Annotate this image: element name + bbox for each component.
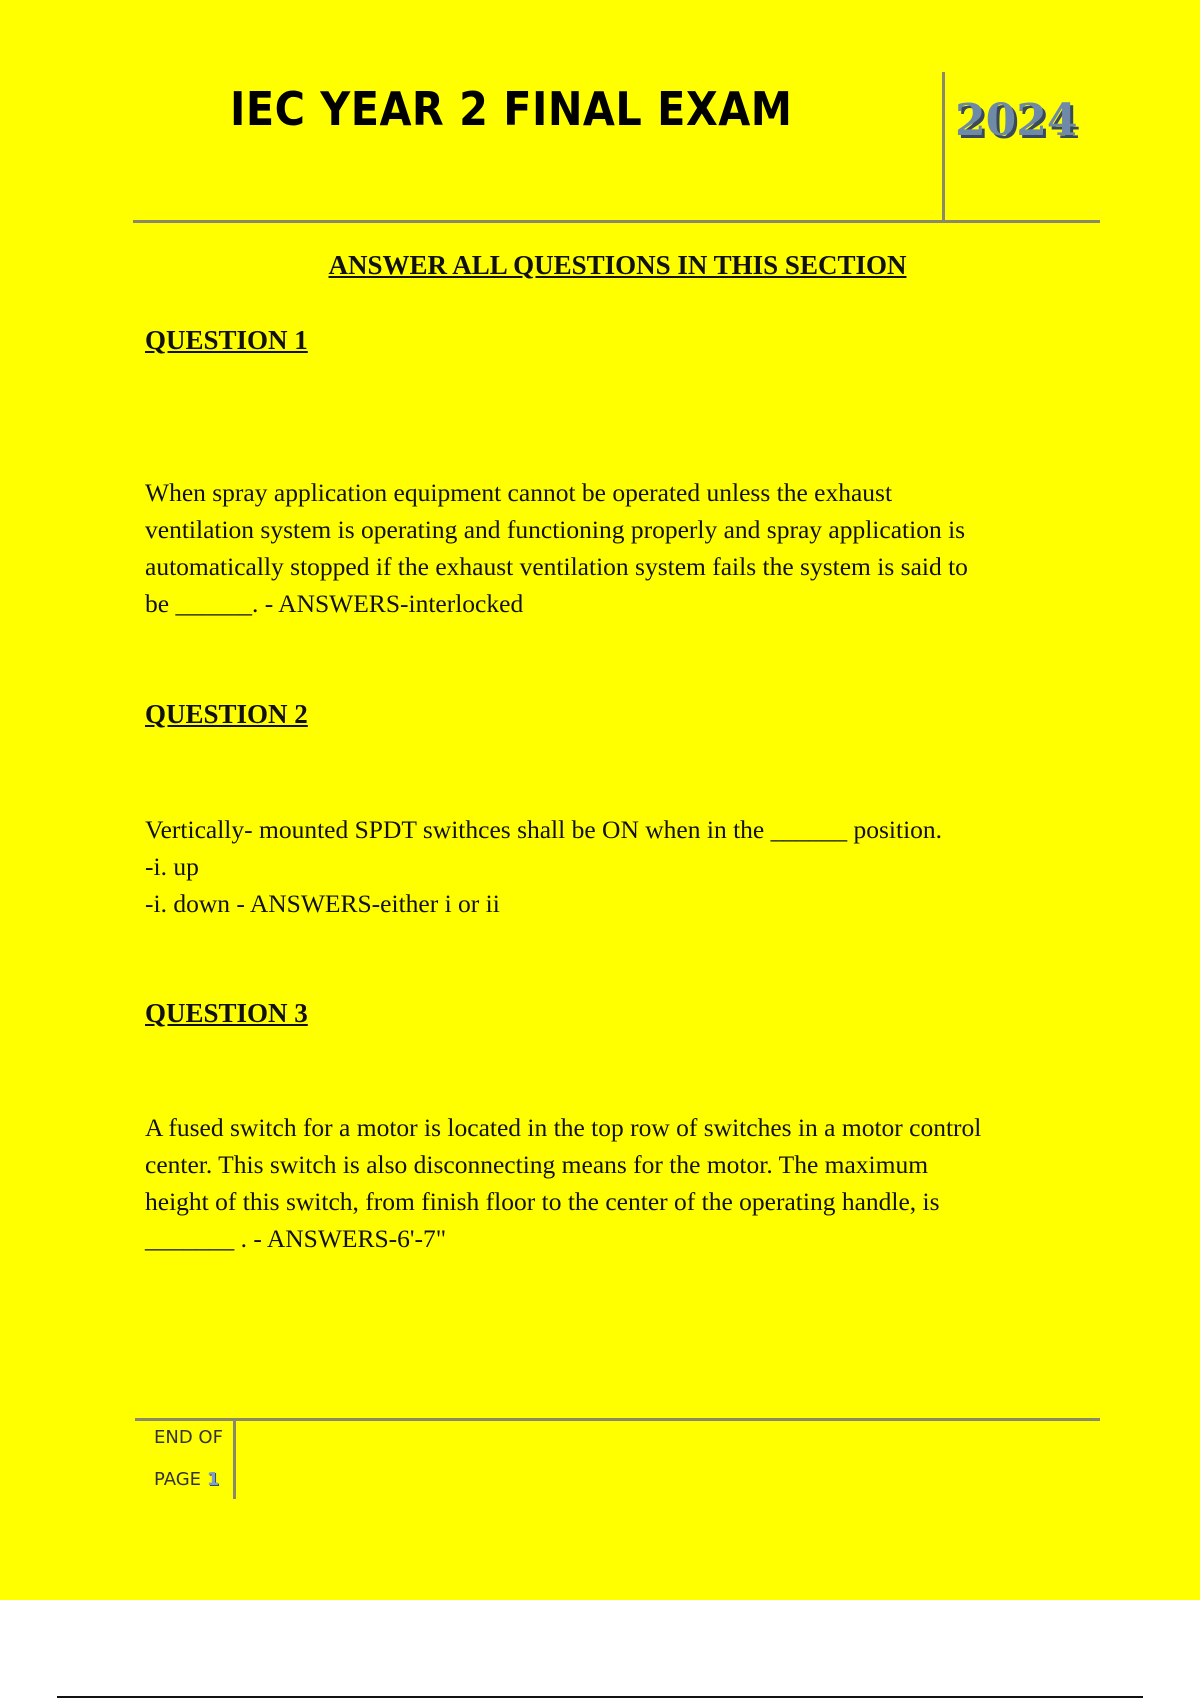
question-3-line: center. This switch is also disconnecting means for the motor. The maximum xyxy=(145,1150,929,1179)
section-heading: ANSWER ALL QUESTIONS IN THIS SECTION xyxy=(328,250,907,280)
exam-year: 2024 xyxy=(955,95,1078,146)
question-1-line: be ______. - ANSWERS-interlocked xyxy=(145,589,524,618)
footer-page-label: PAGE xyxy=(154,1469,202,1490)
exam-title: IEC YEAR 2 FINAL EXAM xyxy=(230,82,793,136)
question-3-line: height of this switch, from finish floor to the center of the operating handle, is xyxy=(145,1187,940,1216)
footer-page xyxy=(154,1469,219,1490)
footer-divider-vertical xyxy=(233,1421,236,1499)
header-divider-vertical xyxy=(942,72,945,222)
question-3-body xyxy=(145,1109,1085,1257)
question-3-line: A fused switch for a motor is located in the top row of switches in a motor control xyxy=(145,1113,982,1142)
question-1-heading: QUESTION 1 xyxy=(145,325,308,355)
question-2-line: Vertically- mounted SPDT swithces shall be ON when in the ______ position. xyxy=(145,815,943,844)
question-3-heading: QUESTION 3 xyxy=(145,998,308,1028)
footer-page-number: 1 xyxy=(206,1469,220,1490)
question-2-body xyxy=(145,811,1085,922)
question-1-line: ventilation system is operating and functioning properly and spray application is xyxy=(145,515,966,544)
question-2-heading: QUESTION 2 xyxy=(145,699,308,729)
header-divider-horizontal xyxy=(133,220,1100,223)
question-3-line: _______ . - ANSWERS-6'-7" xyxy=(145,1224,447,1253)
question-1-line: When spray application equipment cannot be operated unless the exhaust xyxy=(145,478,893,507)
footer-divider-horizontal xyxy=(135,1418,1100,1421)
question-1-line: automatically stopped if the exhaust ventilation system fails the system is said to xyxy=(145,552,968,581)
page-bottom-rule xyxy=(57,1696,1143,1698)
footer-end-of: END OF xyxy=(154,1427,223,1448)
question-2-line: -i. down - ANSWERS-either i or ii xyxy=(145,889,500,918)
question-2-line: -i. up xyxy=(145,852,199,881)
question-1-body xyxy=(145,474,1085,622)
